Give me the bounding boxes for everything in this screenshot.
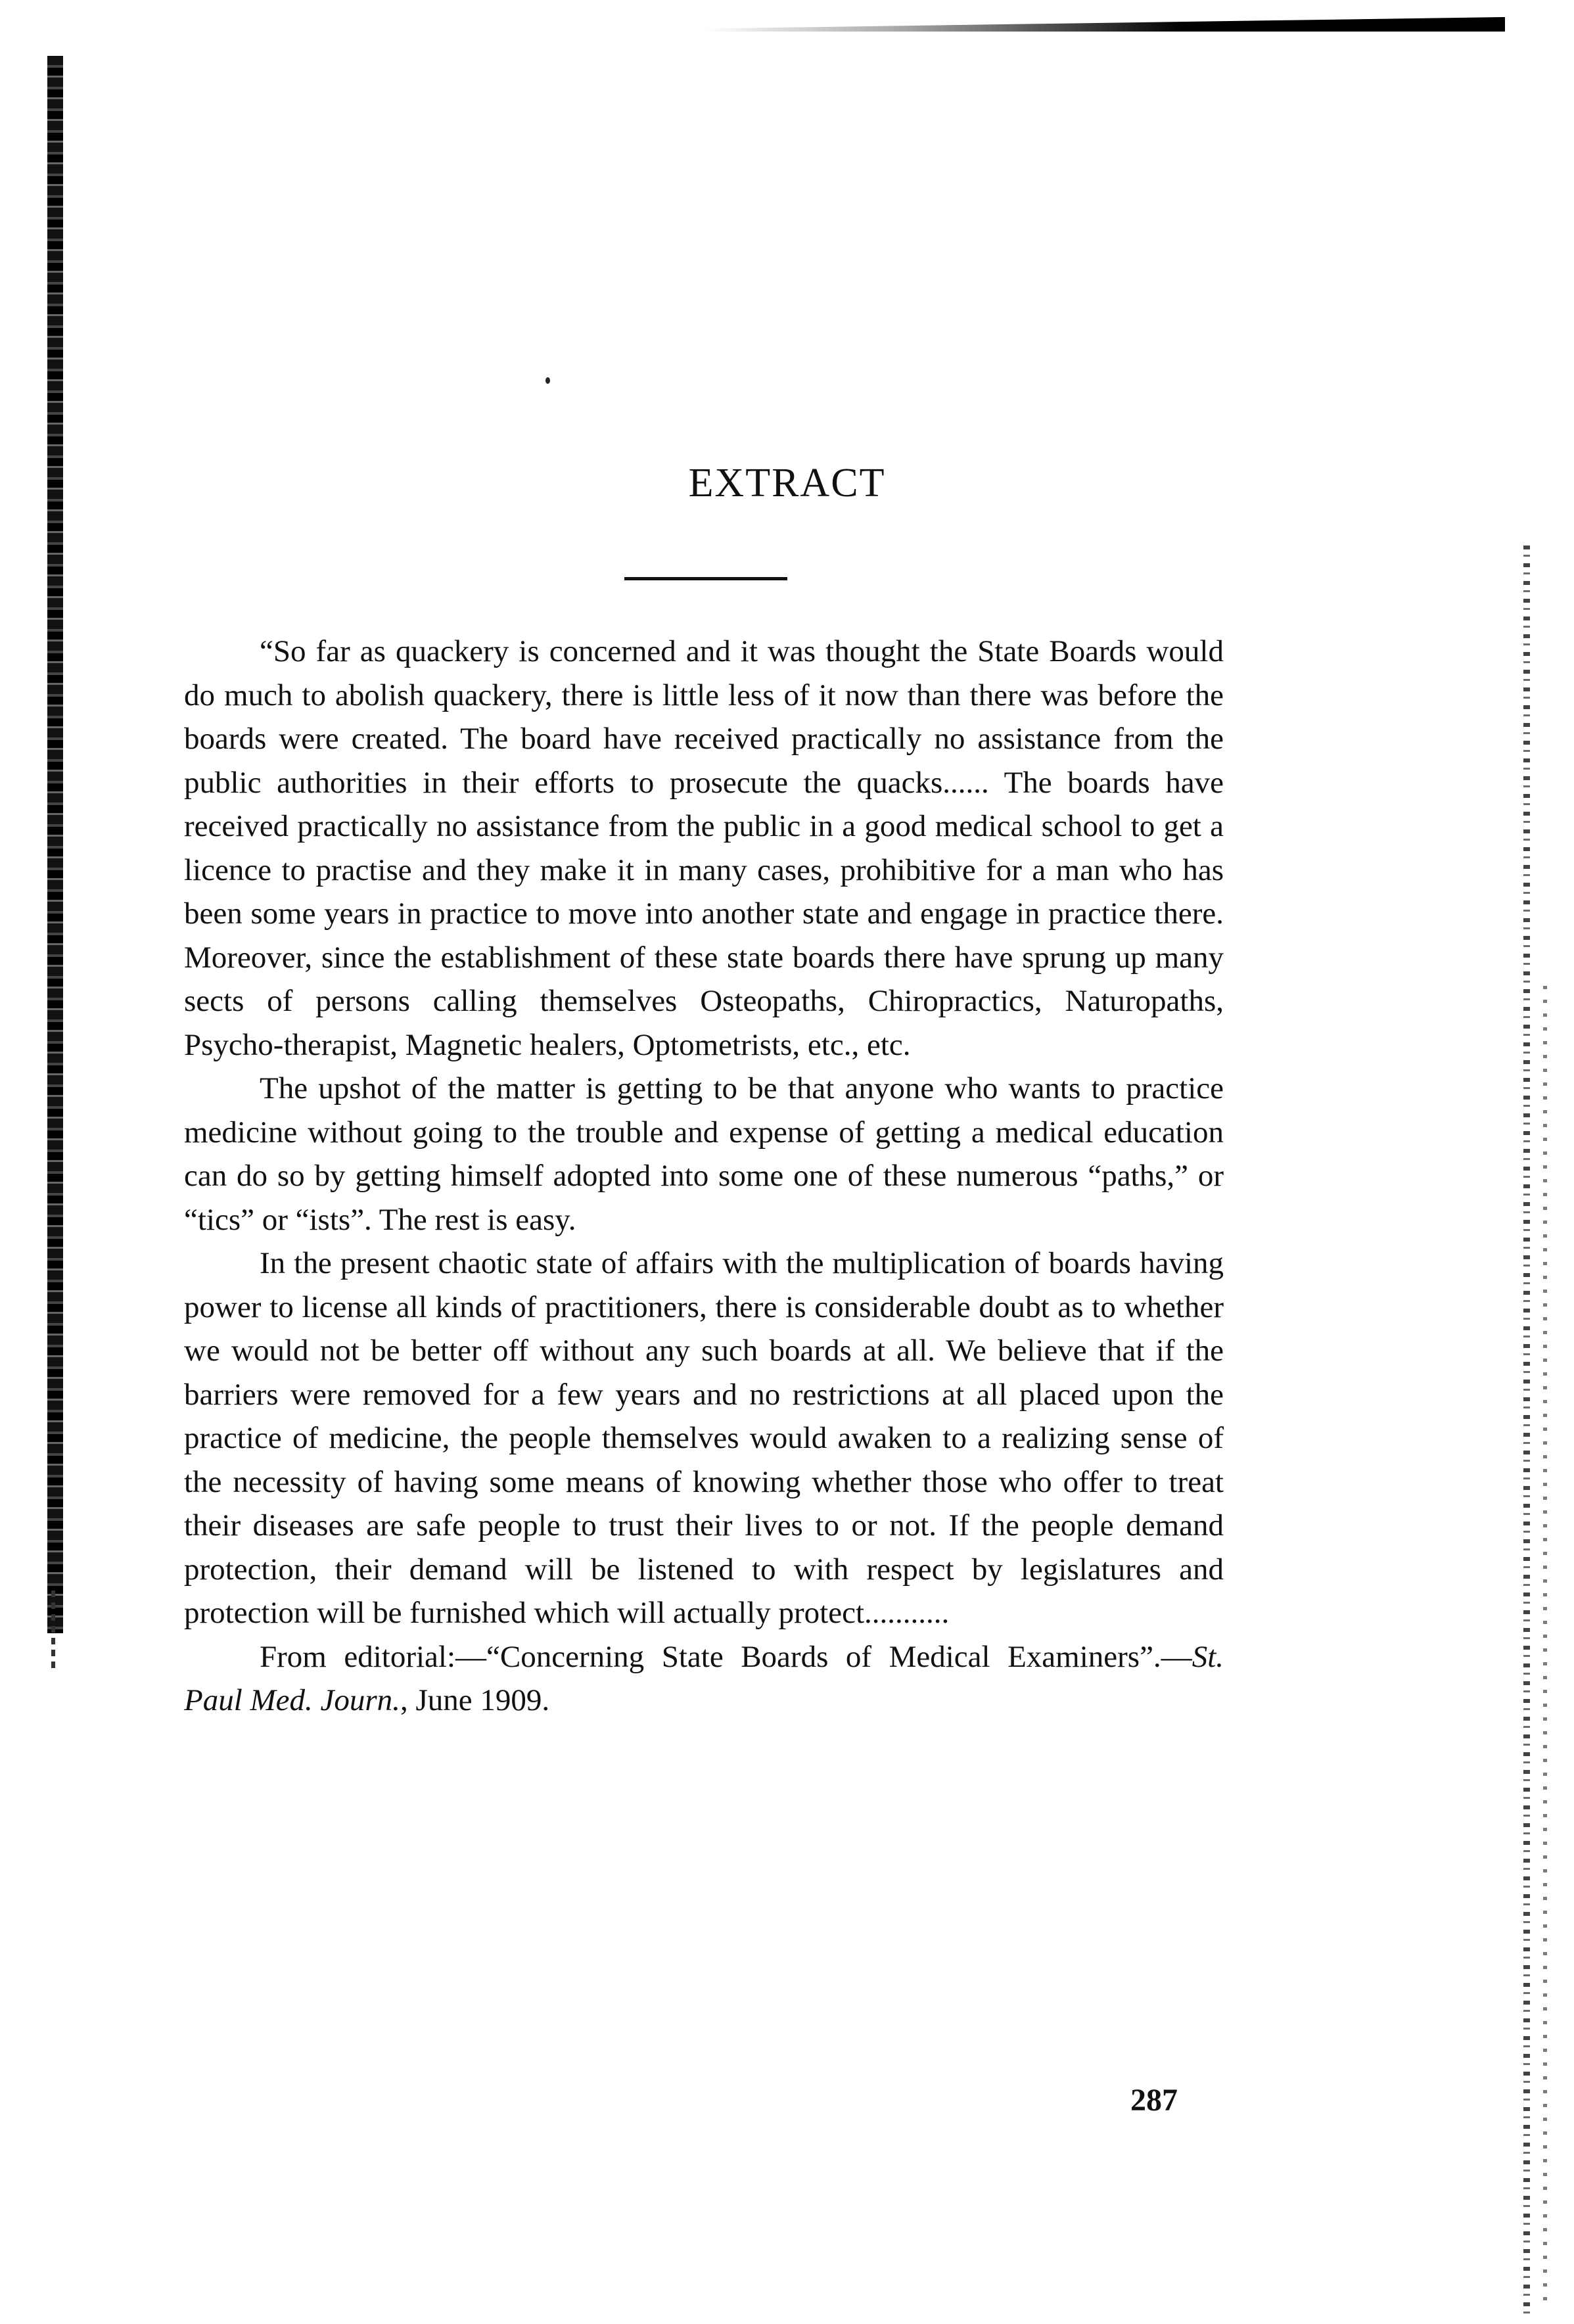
extract-body [184,630,1224,1723]
source-citation [184,1635,1224,1723]
paragraph-3: In the present chaotic state of affairs with the multiplication of boards having power to license all kinds of practitioners, there is considerable doubt as to whether we would not be better off without any such boards at all. We believe that if the barriers were removed for a few years and no restrictions at all placed upon the practice of medicine, the people themselves would awaken to a realizing sense of the necessity of having some means of knowing whether those who offer to treat their diseases are safe people to trust their lives to or not. If the people demand protection, their demand will be listened to with respect by legislatures and protection will be furnished which will actually protect........... [184,1246,1224,1630]
citation-date: , June 1909. [400,1683,550,1717]
scan-right-edge-secondary [1543,986,1547,2300]
paragraph-2: The upshot of the matter is getting to be that anyone who wants to practice medicine without going to the trouble and expense of getting a medical education can do so by getting himself adopted into some one of these numerous “paths,” or “tics” or “ists”. The rest is easy. [184,1071,1224,1237]
paragraph-1: “So far as quackery is concerned and it was thought the State Boards would do much to abolish quackery, there is little less of it now than there was before the boards were created. The board have received practically no assistance from the public authorities in their efforts to prosecute the quacks...... The boards have received practically no assistance from the public in a good medical school to get a licence to practise and they make it in many cases, prohibitive for a man who has been some years in practice to move into another state and engage in practice there. Moreover, since the establishment of these state boards there have sprung up many sects of persons calling themselves Osteopaths, Chiropractics, Naturopaths, Psycho-therapist, Magnetic healers, Optometrists, etc., etc. [184,634,1224,1062]
scan-speck [545,377,550,384]
scan-left-edge [47,56,63,1633]
citation-journal: St. Paul Med. Journ. [184,1639,1224,1717]
page-title: EXTRACT [688,461,886,505]
scan-top-rule [703,17,1505,32]
citation-lead: From editorial:—“Concerning State Boards of Medical Examiners”.— [260,1639,1192,1674]
scan-right-edge [1523,546,1530,2320]
title-rule [624,577,787,580]
scan-left-edge-tail [51,1591,55,1669]
page-number: 287 [1130,2083,1178,2118]
